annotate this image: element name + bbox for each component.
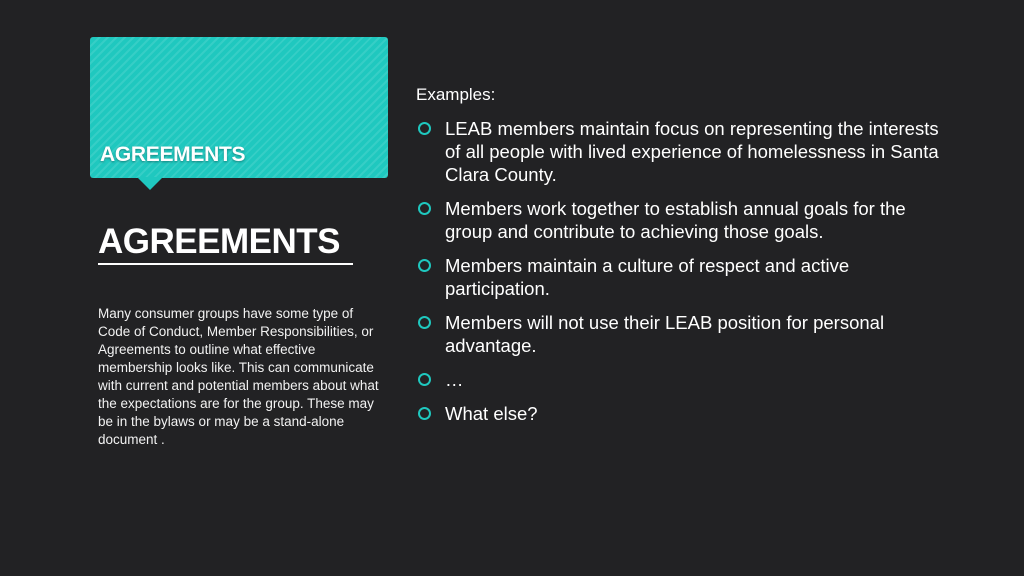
list-item	[416, 311, 946, 357]
list-item-text: Members work together to establish annual goals for the group and contribute to achieving those goals.	[445, 198, 906, 242]
list-item	[416, 368, 946, 391]
examples-list	[416, 117, 946, 436]
list-item	[416, 117, 946, 186]
hollow-circle-bullet-icon	[418, 259, 431, 272]
list-item-text: What else?	[445, 403, 538, 424]
list-item-text: Members maintain a culture of respect and active participation.	[445, 255, 850, 299]
description-paragraph: Many consumer groups have some type of Code of Conduct, Member Responsibilities, or Agreements to outline what effective membership looks like. This can communicate with current and potential members about what the expectations are for the group. These may be in the bylaws or may be a stand-alone document .	[98, 306, 379, 447]
hollow-circle-bullet-icon	[418, 202, 431, 215]
hollow-circle-bullet-icon	[418, 122, 431, 135]
list-item	[416, 254, 946, 300]
list-item	[416, 402, 946, 425]
callout-pointer	[137, 177, 163, 190]
list-item-text: LEAB members maintain focus on representing the interests of all people with lived experience of homelessness in Santa Clara County.	[445, 118, 939, 185]
examples-label: Examples:	[416, 85, 496, 104]
list-item-text: …	[445, 369, 464, 390]
slide-title: AGREEMENTS	[98, 222, 340, 261]
list-item-text: Members will not use their LEAB position for personal advantage.	[445, 312, 885, 356]
section-callout-card	[90, 37, 388, 178]
hollow-circle-bullet-icon	[418, 316, 431, 329]
hollow-circle-bullet-icon	[418, 407, 431, 420]
callout-title: AGREEMENTS	[100, 143, 246, 166]
title-underline	[98, 263, 353, 265]
list-item	[416, 197, 946, 243]
hollow-circle-bullet-icon	[418, 373, 431, 386]
